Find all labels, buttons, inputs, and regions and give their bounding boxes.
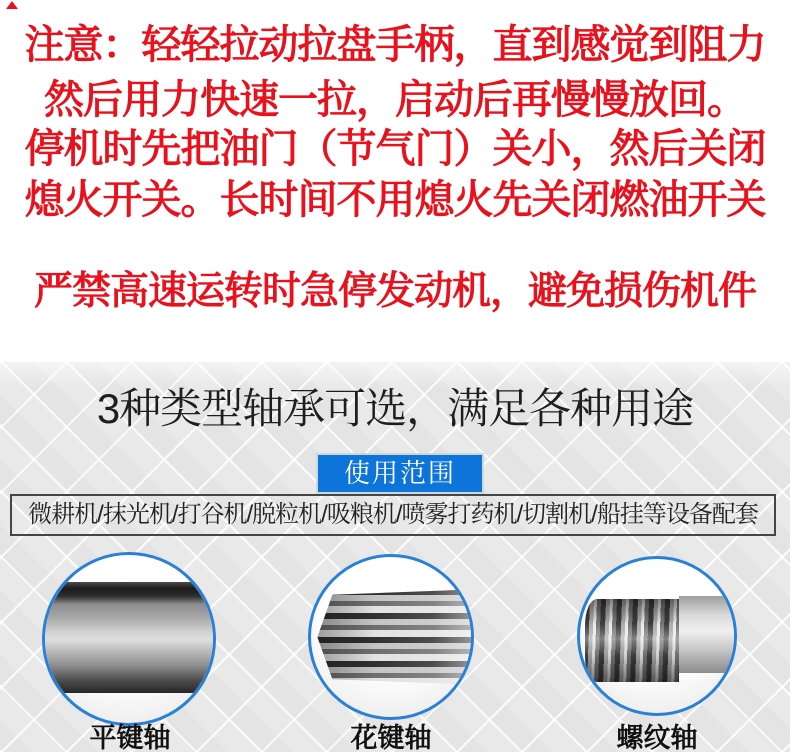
notice-para2-line2: 熄火开关。长时间不用熄火先关闭燃油开关 <box>24 178 766 222</box>
notice-para1-line2: 然后用力快速一拉，启动后再慢慢放回。 <box>44 78 746 122</box>
bearing-section-title: 3种类型轴承可选，满足各种用途 <box>96 385 694 432</box>
shaft-label-spline: 花键轴 <box>350 723 432 752</box>
bearing-types-section <box>0 362 790 752</box>
usage-scope-box <box>10 494 776 536</box>
usage-scope-ribbon: 使用范围 <box>316 453 484 494</box>
shaft-label-threaded: 螺纹轴 <box>616 723 698 752</box>
red-triangle-marker-icon <box>6 1 18 9</box>
notice-paragraph-start <box>0 18 790 128</box>
notice-paragraph-stop <box>0 124 790 226</box>
notice-para1-line1: 注意：轻轻拉动拉盘手柄，直到感觉到阻力 <box>24 23 766 67</box>
spline-shaft-photo <box>308 554 474 720</box>
notice-section <box>0 0 790 362</box>
threaded-shaft-photo <box>577 556 737 716</box>
spline-shaft-graphic <box>317 589 474 685</box>
threaded-shaft-rod-graphic <box>585 599 679 682</box>
flat-key-shaft-graphic <box>42 582 216 693</box>
notice-para2-line1: 停机时先把油门（节气门）关小，然后关闭 <box>24 127 766 171</box>
shaft-label-flat-key: 平键轴 <box>89 723 171 752</box>
notice-paragraph-warning: 严禁高速运转时急停发动机，避免损伤机件 <box>33 270 756 313</box>
threaded-shaft-shank-graphic <box>679 596 737 673</box>
usage-scope-text: 微耕机/抹光机/打谷机/脱粒机/吸粮机/喷雾打药机/切割机/船挂等设备配套 <box>28 501 758 528</box>
flat-key-shaft-photo <box>42 552 216 726</box>
